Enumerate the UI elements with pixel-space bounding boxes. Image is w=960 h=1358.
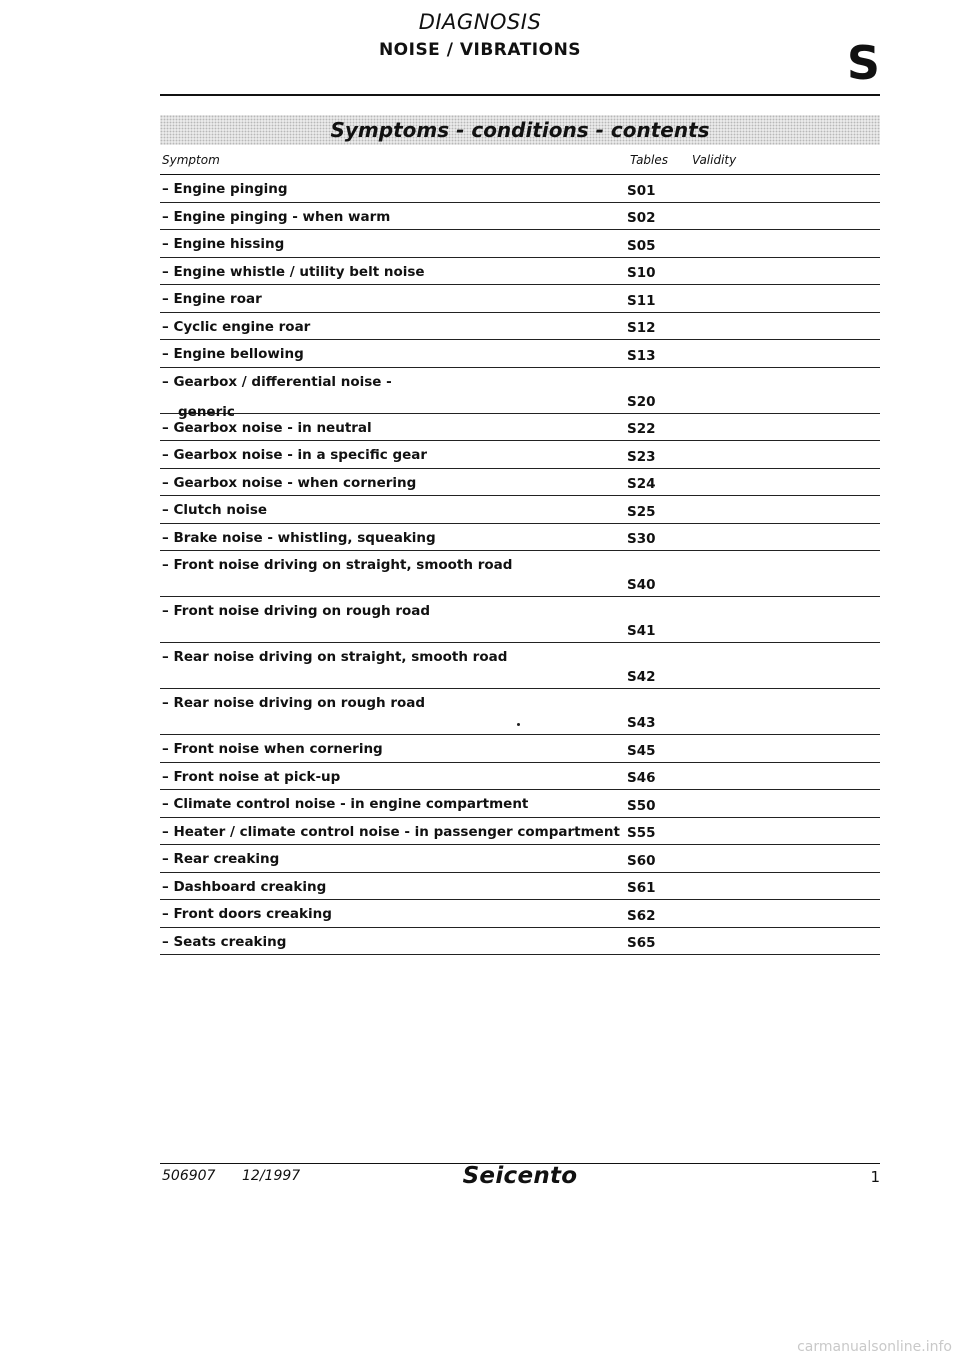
symptom-line: – Engine pinging — [162, 181, 288, 197]
table-code: S42 — [627, 669, 656, 685]
table-row — [160, 414, 880, 442]
table-code: S62 — [627, 907, 656, 924]
symptom-text — [162, 934, 622, 950]
table-row — [160, 340, 880, 368]
symptom-text — [162, 557, 622, 573]
symptom-line: – Gearbox / differential noise - — [162, 373, 392, 390]
symptom-line: – Front noise at pick-up — [162, 768, 341, 785]
table-row — [160, 790, 880, 818]
footer-doc-code: 506907 — [162, 1168, 216, 1184]
table-code: S12 — [627, 320, 656, 336]
section-banner — [160, 115, 880, 145]
symptom-text — [162, 796, 622, 812]
symptom-line: – Climate control noise - in engine compartment — [162, 796, 529, 812]
symptom-line: – Rear noise driving on straight, smooth road — [162, 649, 508, 665]
table-code: S65 — [627, 935, 656, 951]
column-header-tables: Tables — [630, 153, 669, 167]
table-row — [160, 597, 880, 643]
symptom-line: – Gearbox noise - in neutral — [162, 419, 372, 436]
symptom-text — [162, 530, 622, 546]
table-row — [160, 643, 880, 689]
table-row — [160, 900, 880, 928]
symptom-text — [162, 695, 622, 711]
header-title: DIAGNOSIS — [418, 10, 542, 34]
table-row — [160, 735, 880, 763]
symptom-text — [162, 603, 622, 619]
banner-text: Symptoms - conditions - contents — [330, 118, 710, 142]
symptom-text — [162, 447, 622, 463]
table-code: S60 — [627, 852, 656, 869]
footer-brand-logo: Seicento — [462, 1163, 578, 1189]
table-row — [160, 496, 880, 524]
table-code: S40 — [627, 577, 656, 593]
table-row — [160, 551, 880, 597]
symptom-line: – Engine pinging - when warm — [162, 208, 391, 225]
table-code: S43 — [627, 715, 656, 731]
table-code: S41 — [627, 623, 656, 639]
symptom-text — [162, 879, 622, 895]
symptom-line-continued: generic — [178, 403, 235, 420]
table-code: S10 — [627, 265, 656, 281]
table-row — [160, 368, 880, 420]
symptom-line: – Dashboard creaking — [162, 878, 327, 895]
symptom-text — [162, 824, 622, 840]
symptom-line: – Gearbox noise - in a specific gear — [162, 447, 428, 463]
table-row — [160, 258, 880, 286]
table-row — [160, 873, 880, 901]
table-code: S20 — [627, 393, 656, 410]
symptom-text — [162, 209, 622, 225]
symptom-text — [162, 291, 622, 307]
symptom-text — [162, 236, 622, 252]
table-row — [160, 313, 880, 341]
table-code: S24 — [627, 476, 656, 492]
column-header-symptom: Symptom — [162, 153, 220, 167]
watermark: carmanualsonline.info — [797, 1339, 952, 1355]
table-code: S55 — [627, 825, 656, 841]
symptom-line: – Cyclic engine roar — [162, 318, 311, 335]
header-rule — [160, 94, 880, 96]
table-code: S61 — [627, 880, 656, 896]
symptom-text — [162, 906, 622, 922]
symptom-text — [162, 851, 622, 867]
column-header-validity: Validity — [692, 153, 737, 167]
symptom-line: – Front noise driving on rough road — [162, 603, 431, 619]
symptom-line: – Engine hissing — [162, 236, 285, 252]
table-code: S22 — [627, 421, 656, 437]
symptom-text — [162, 502, 622, 518]
symptom-line: – Gearbox noise - when cornering — [162, 474, 417, 491]
table-row — [160, 441, 880, 469]
symptom-line: – Front noise driving on straight, smooth road — [162, 557, 513, 573]
symptom-line: – Rear noise driving on rough road — [162, 695, 426, 711]
table-code: S02 — [627, 210, 656, 226]
table-row — [160, 845, 880, 873]
symptom-line: – Engine whistle / utility belt noise — [162, 263, 425, 280]
symptom-line: – Front noise when cornering — [162, 741, 383, 757]
table-code: S11 — [627, 292, 656, 309]
header-subtitle: NOISE / VIBRATIONS — [378, 40, 582, 60]
symptom-line: – Engine roar — [162, 291, 262, 307]
table-row — [160, 285, 880, 313]
symptom-text — [162, 741, 622, 757]
symptom-line: – Rear creaking — [162, 851, 280, 867]
symptom-text — [162, 649, 622, 665]
symptom-text — [162, 319, 622, 335]
table-code: S30 — [627, 531, 656, 547]
table-row — [160, 524, 880, 552]
symptom-text — [162, 769, 622, 785]
table-code: S45 — [627, 742, 656, 759]
table-code: S50 — [627, 797, 656, 814]
symptom-text — [162, 181, 622, 197]
table-code: S46 — [627, 770, 656, 786]
table-row — [160, 763, 880, 791]
symptom-line: – Engine bellowing — [162, 346, 304, 362]
symptom-table — [160, 175, 880, 955]
table-row — [160, 230, 880, 258]
table-code: S25 — [627, 503, 656, 520]
table-row — [160, 469, 880, 497]
table-code: S01 — [627, 182, 656, 199]
symptom-line: – Clutch noise — [162, 502, 268, 518]
symptom-text — [162, 475, 622, 491]
symptom-line: – Heater / climate control noise - in passenger compartment — [162, 823, 620, 840]
footer-date: 12/1997 — [242, 1168, 301, 1184]
table-code: S23 — [627, 448, 656, 465]
table-row — [160, 203, 880, 231]
table-code: S05 — [627, 237, 656, 254]
symptom-text — [162, 346, 622, 362]
table-row — [160, 175, 880, 203]
symptom-text — [162, 264, 622, 280]
footer-page-number: 1 — [870, 1168, 880, 1186]
symptom-line: – Front doors creaking — [162, 906, 332, 922]
table-row — [160, 818, 880, 846]
table-row — [160, 928, 880, 956]
symptom-line: – Seats creaking — [162, 933, 287, 950]
symptom-line: – Brake noise - whistling, squeaking — [162, 529, 436, 546]
table-row — [160, 689, 880, 735]
bullet-dot — [517, 723, 520, 726]
section-letter: S — [846, 36, 880, 90]
symptom-text — [162, 420, 622, 436]
table-code: S13 — [627, 347, 656, 364]
